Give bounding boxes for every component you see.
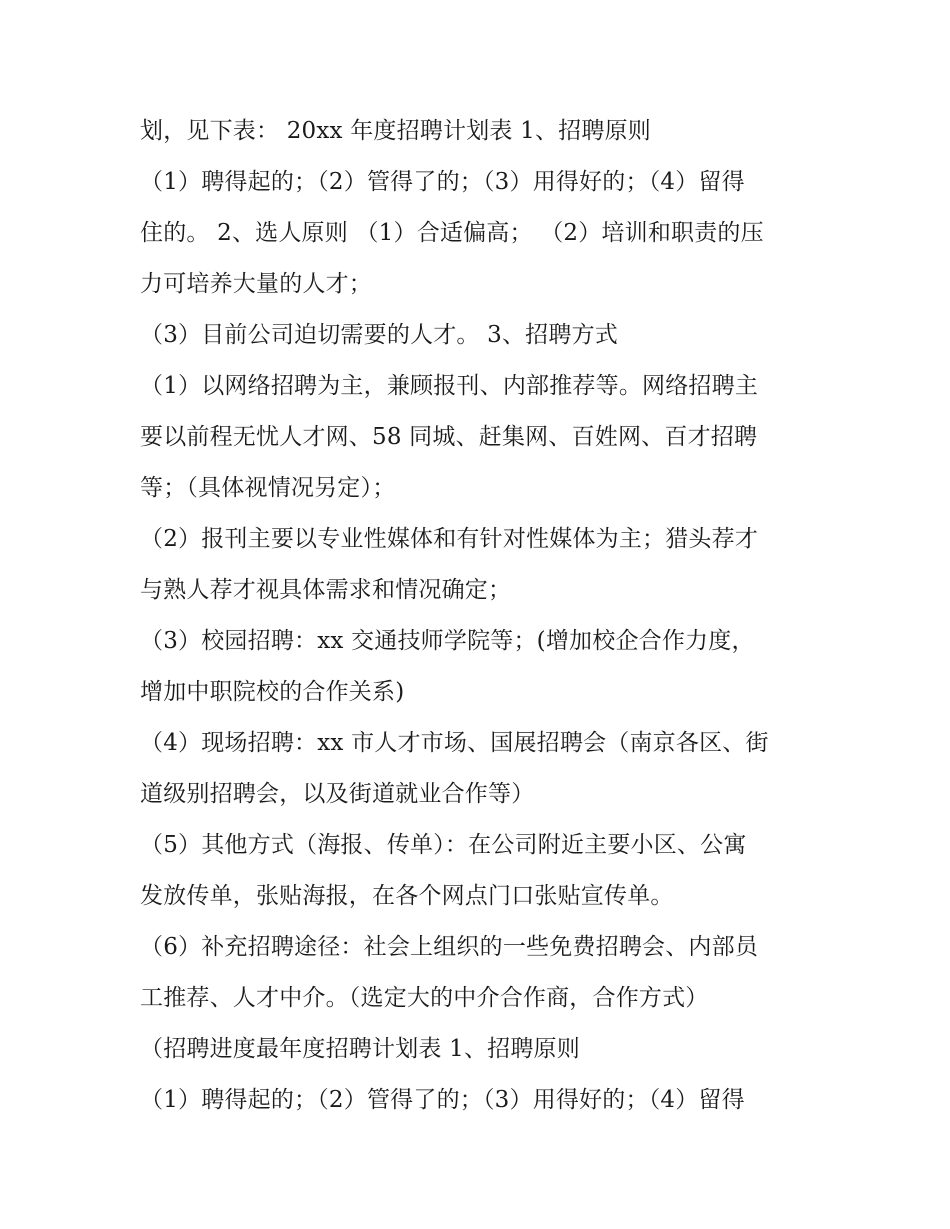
text-line: 工推荐、人才中介。（选定大的中介合作商，合作方式） bbox=[140, 985, 709, 1011]
text-line: （1）以网络招聘为主，兼顾报刊、内部推荐等。网络招聘主 bbox=[140, 373, 759, 399]
text-line: （1）聘得起的；（2）管得了的；（3）用得好的；（4）留得 bbox=[140, 169, 745, 195]
text-line: 发放传单，张贴海报，在各个网点门口张贴宣传单。 bbox=[140, 883, 674, 909]
text-line: 力可培养大量的人才； bbox=[140, 271, 372, 297]
text-line: 划，见下表： 20xx 年度招聘计划表 1、招聘原则 bbox=[140, 118, 651, 144]
text-line: （3）目前公司迫切需要的人才。 3、招聘方式 bbox=[140, 322, 618, 348]
text-line: 与熟人荐才视具体需求和情况确定； bbox=[140, 577, 512, 603]
text-line: 道级别招聘会，以及街道就业合作等） bbox=[140, 781, 535, 807]
text-line: （6）补充招聘途径：社会上组织的一些免费招聘会、内部员 bbox=[140, 934, 759, 960]
text-line: （4）现场招聘：xx 市人才市场、国展招聘会（南京各区、街 bbox=[140, 730, 769, 756]
text-line: 住的。 2、选人原则 （1）合适偏高； （2）培训和职责的压 bbox=[140, 220, 764, 246]
text-line: 等；（具体视情况另定）； bbox=[140, 475, 396, 501]
text-line: （5）其他方式（海报、传单）：在公司附近主要小区、公寓 bbox=[140, 832, 747, 858]
body-text bbox=[140, 106, 830, 1126]
text-line: （1）聘得起的；（2）管得了的；（3）用得好的；（4）留得 bbox=[140, 1087, 745, 1113]
text-line: （2）报刊主要以专业性媒体和有针对性媒体为主；猎头荐才 bbox=[140, 526, 759, 552]
text-line: 增加中职院校的合作关系) bbox=[140, 679, 405, 705]
text-line: （3）校园招聘：xx 交通技师学院等；(增加校企合作力度， bbox=[140, 628, 755, 654]
text-line: 要以前程无忧人才网、58 同城、赶集网、百姓网、百才招聘 bbox=[140, 424, 758, 450]
text-line: （招聘进度最年度招聘计划表 1、招聘原则 bbox=[140, 1036, 580, 1062]
